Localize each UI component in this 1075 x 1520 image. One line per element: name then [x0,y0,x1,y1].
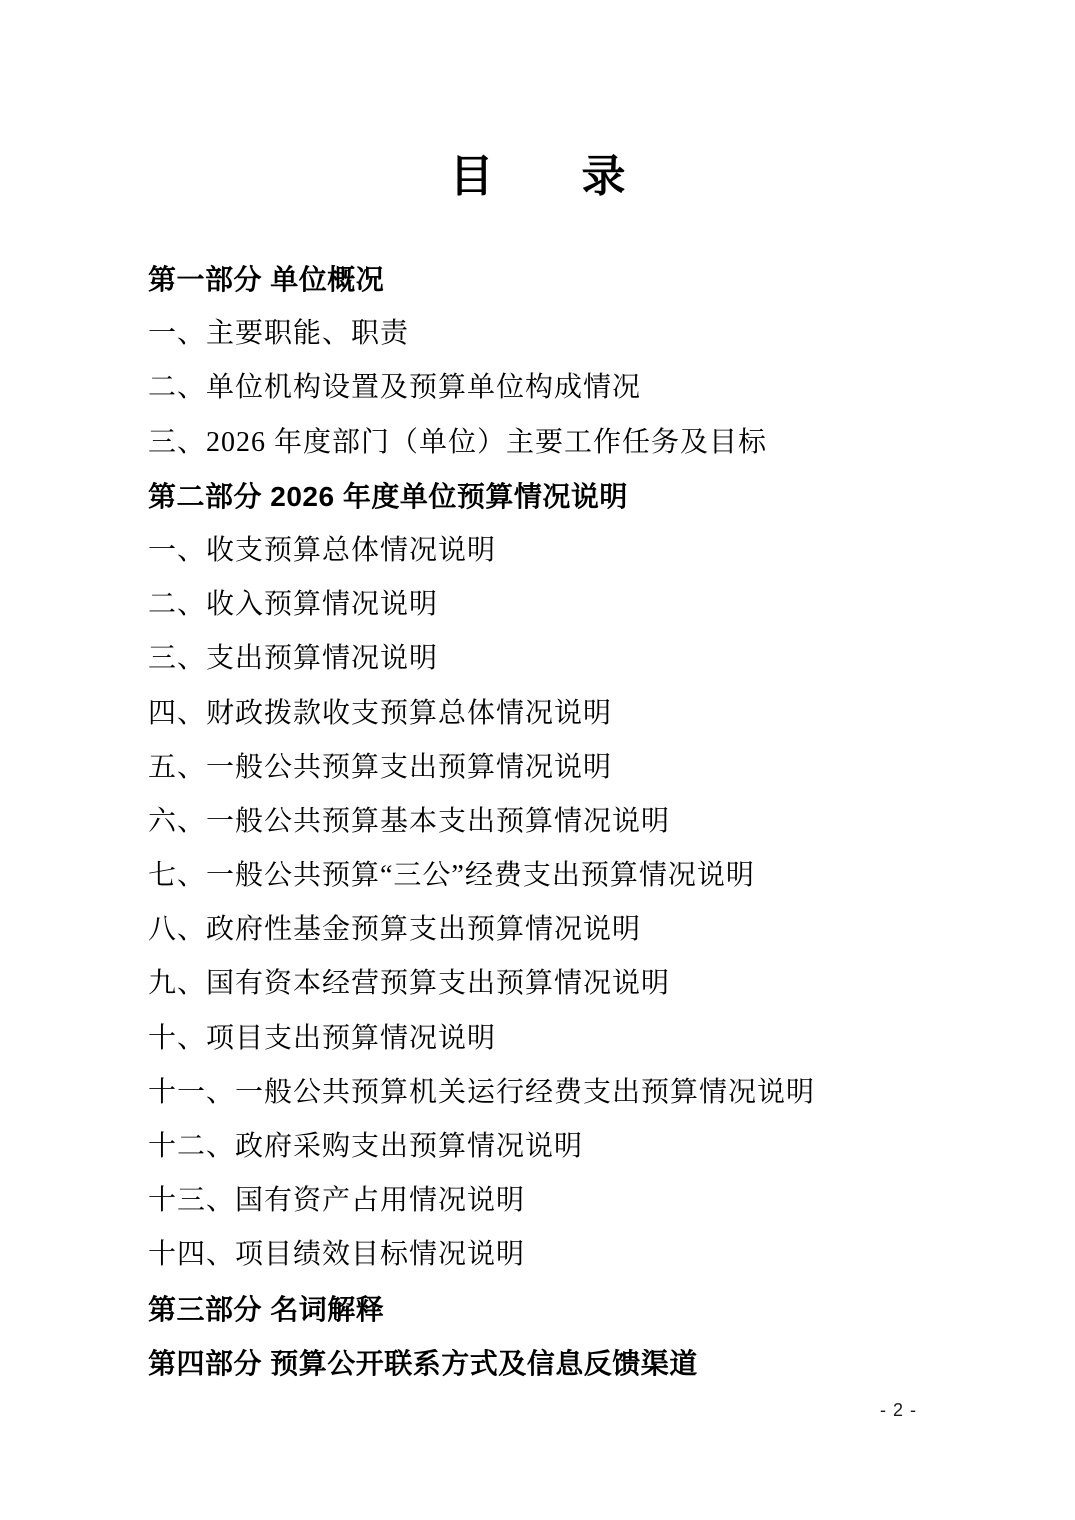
toc-item: 三、2026 年度部门（单位）主要工作任务及目标 [148,426,768,458]
page-title: 目 录 [449,152,626,201]
toc-section-heading: 第一部分 单位概况 [148,264,385,295]
toc-section-heading: 第二部分 2026 年度单位预算情况说明 [148,480,628,512]
toc-item: 八、政府性基金预算支出预算情况说明 [148,914,642,946]
toc-item: 三、支出预算情况说明 [148,643,439,675]
table-of-contents [148,253,1008,1391]
toc-item: 十、项目支出预算情况说明 [148,1022,497,1054]
toc-item: 十二、政府采购支出预算情况说明 [148,1131,584,1162]
toc-item: 十一、一般公共预算机关运行经费支出预算情况说明 [148,1076,816,1108]
toc-item: 一、主要职能、职责 [148,318,410,350]
toc-item: 九、国有资本经营预算支出预算情况说明 [148,968,671,1000]
toc-section-heading: 第四部分 预算公开联系方式及信息反馈渠道 [148,1347,698,1379]
toc-item: 二、单位机构设置及预算单位构成情况 [148,372,642,404]
toc-item: 四、财政拨款收支预算总体情况说明 [148,697,613,729]
toc-item: 七、一般公共预算“三公”经费支出预算情况说明 [148,860,755,892]
toc-item: 五、一般公共预算支出预算情况说明 [148,751,613,783]
toc-item: 十四、项目绩效目标情况说明 [148,1239,526,1271]
toc-section-heading: 第三部分 名词解释 [148,1293,385,1325]
toc-item: 二、收入预算情况说明 [148,589,439,621]
toc-item: 六、一般公共预算基本支出预算情况说明 [148,805,671,837]
toc-item: 一、收支预算总体情况说明 [148,534,497,566]
page-number: - 2 - [880,1400,918,1420]
toc-item: 十三、国有资产占用情况说明 [148,1185,526,1217]
